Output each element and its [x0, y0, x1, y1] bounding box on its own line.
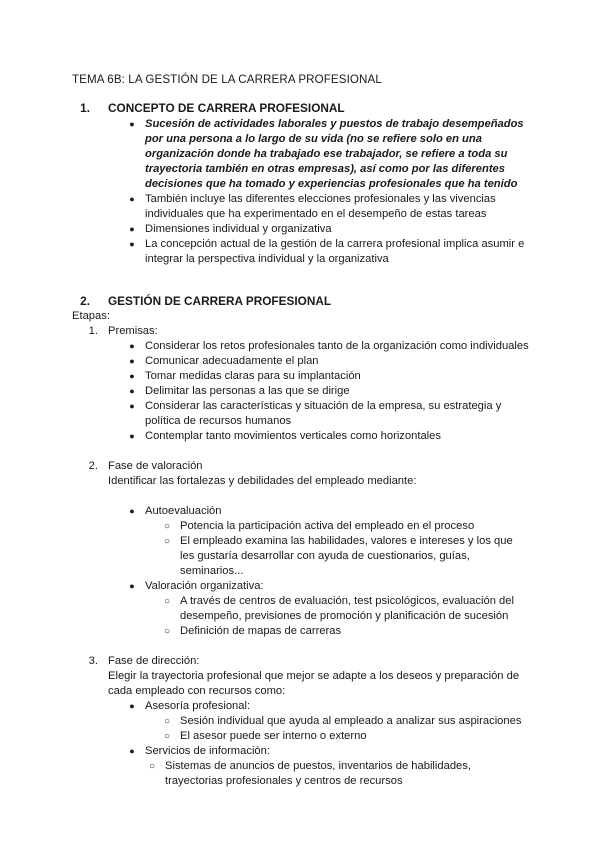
stage-2-intro: Identificar las fortalezas y debilidades del empleado mediante:	[108, 475, 417, 487]
bullet-icon: ●	[129, 371, 135, 381]
definition-line-3: organización donde ha trabajado ese trabajador, se refiere a toda su	[145, 148, 508, 160]
stage-2-number: 2.	[88, 460, 98, 472]
bullet-icon: ●	[129, 581, 135, 591]
sub-item: El asesor puede ser interno o externo	[180, 730, 367, 742]
definition-line-1: Sucesión de actividades laborales y puestos de trabajo desempeñados	[145, 118, 524, 130]
section-2-heading: GESTIÓN DE CARRERA PROFESIONAL	[108, 294, 332, 308]
stage-1-label: Premisas:	[108, 325, 158, 337]
stage-1-number: 1.	[88, 325, 98, 337]
circle-bullet-icon: ○	[163, 626, 171, 637]
list-item: Dimensiones individual y organizativa	[145, 223, 332, 235]
list-item: Contemplar tanto movimientos verticales como horizontales	[145, 430, 441, 442]
list-item-line: Considerar las características y situación de la empresa, su estrategia y	[145, 400, 502, 412]
list-item: Comunicar adecuadamente el plan	[145, 355, 319, 367]
document-title: TEMA 6B: LA GESTIÓN DE LA CARRERA PROFESIONAL	[72, 73, 382, 86]
list-item-line: integrar la perspectiva individual y la organizativa	[145, 253, 389, 265]
bullet-icon: ●	[129, 746, 135, 756]
sub-item-line: seminarios...	[180, 565, 244, 577]
list-item: Tomar medidas claras para su implantación	[145, 370, 361, 382]
bullet-icon: ●	[129, 701, 135, 711]
definition-line-4: trayectoria también en otras empresas), así como por las diferentes	[145, 163, 505, 175]
bullet-icon: ●	[129, 239, 135, 249]
sub-item-line: El empleado examina las habilidades, valores e intereses y los que	[180, 535, 513, 547]
stage-3-intro-line: Elegir la trayectoria profesional que mejor se adapte a los deseos y preparación de	[108, 670, 520, 682]
bullet-icon: ●	[129, 401, 135, 411]
bullet-icon: ●	[129, 431, 135, 441]
bullet-icon: ●	[129, 506, 135, 516]
bullet-icon: ●	[129, 341, 135, 351]
sub-item: Definición de mapas de carreras	[180, 625, 342, 637]
circle-bullet-icon: ○	[163, 731, 171, 742]
sub-item: Potencia la participación activa del empleado en el proceso	[180, 520, 475, 532]
list-item-line: También incluye las diferentes elecciones profesionales y las vivencias	[145, 193, 496, 205]
circle-bullet-icon: ○	[163, 521, 171, 532]
stage-3-label: Fase de dirección:	[108, 655, 200, 667]
section-1-number: 1.	[80, 101, 90, 115]
circle-bullet-icon: ○	[163, 536, 171, 547]
circle-bullet-icon: ○	[163, 596, 171, 607]
list-item: Asesoría profesional:	[145, 700, 251, 712]
list-item: Delimitar las personas a las que se dirige	[145, 385, 350, 397]
bullet-icon: ●	[129, 224, 135, 234]
list-item: Autoevaluación	[145, 505, 222, 517]
bullet-icon: ●	[129, 119, 135, 129]
list-item: Considerar los retos profesionales tanto de la organización como individuales	[145, 340, 529, 352]
stage-2-label: Fase de valoración	[108, 460, 203, 472]
stage-3-intro-line: cada empleado con recursos como:	[108, 685, 286, 697]
list-item: Valoración organizativa:	[145, 580, 264, 592]
section-2-number: 2.	[80, 294, 90, 308]
sub-item-line: Sistemas de anuncios de puestos, inventarios de habilidades,	[165, 760, 471, 772]
list-item: Servicios de información:	[145, 745, 270, 757]
list-item-line: individuales que ha experimentado en el desempeño de estas tareas	[145, 208, 487, 220]
bullet-icon: ●	[129, 386, 135, 396]
circle-bullet-icon: ○	[163, 716, 171, 727]
bullet-icon: ●	[129, 194, 135, 204]
circle-bullet-icon: ○	[148, 761, 156, 772]
sub-item-line: A través de centros de evaluación, test psicológicos, evaluación del	[180, 595, 514, 607]
bullet-icon: ●	[129, 356, 135, 366]
sub-item-line: les gustaría desarrollar con ayuda de cuestionarios, guías,	[180, 550, 470, 562]
sub-item-line: trayectorias profesionales y centros de recursos	[165, 775, 403, 787]
stage-3-number: 3.	[88, 655, 98, 667]
etapas-label: Etapas:	[72, 310, 110, 322]
list-item-line: política de recursos humanos	[145, 415, 292, 427]
definition-line-5: decisiones que ha tomado y experiencias profesionales que ha tenido	[145, 178, 518, 190]
definition-line-2: por una persona a lo largo de su vida (no se refiere solo en una	[145, 133, 482, 145]
list-item-line: La concepción actual de la gestión de la carrera profesional implica asumir e	[145, 238, 525, 250]
sub-item: Sesión individual que ayuda al empleado a analizar sus aspiraciones	[180, 715, 522, 727]
section-1-heading: CONCEPTO DE CARRERA PROFESIONAL	[108, 101, 345, 115]
sub-item-line: desempeño, previsiones de promoción y planificación de sucesión	[180, 610, 509, 622]
